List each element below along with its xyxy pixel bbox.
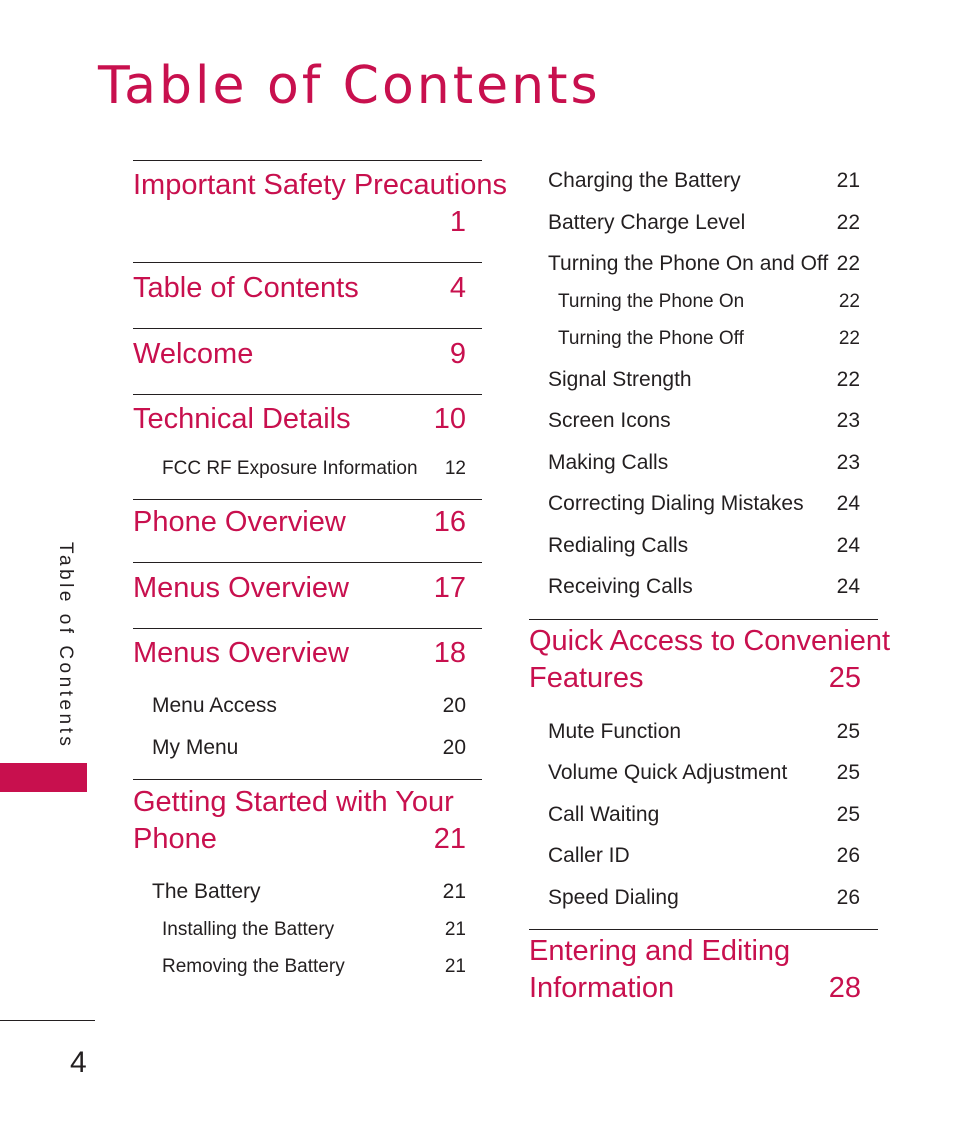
entry-page: 21: [442, 880, 466, 903]
toc-sub-fcc[interactable]: [162, 455, 466, 483]
page-number: 4: [70, 1046, 87, 1079]
entry-label: Information: [529, 972, 675, 1004]
entry-page: 9: [449, 338, 466, 370]
entry-label: Welcome: [133, 338, 254, 370]
entry-label: Menus Overview: [133, 572, 349, 604]
entry-label: Removing the Battery: [162, 956, 345, 977]
toc-entry-menus-overview-17[interactable]: [133, 570, 466, 607]
toc-sub-making-calls[interactable]: [548, 449, 860, 477]
entry-label: Making Calls: [548, 451, 669, 474]
entry-page: 1: [449, 206, 466, 238]
toc-sub-charge-level[interactable]: [548, 209, 860, 237]
toc-sub-screen-icons[interactable]: [548, 407, 860, 435]
toc-entry-quick-access-line2[interactable]: [529, 660, 861, 697]
toc-sub-on-off[interactable]: [548, 250, 860, 278]
entry-page: 25: [836, 720, 860, 743]
entry-page: 28: [828, 972, 861, 1004]
section-tab-marker: [0, 763, 87, 792]
toc-entry-welcome[interactable]: [133, 336, 466, 373]
entry-label: Important Safety Precautions: [133, 169, 507, 201]
toc-entry-safety[interactable]: [133, 167, 507, 204]
entry-page: 21: [836, 169, 860, 192]
toc-entry-entering[interactable]: [529, 933, 861, 970]
entry-label: Call Waiting: [548, 803, 660, 826]
divider: [133, 779, 482, 780]
toc-sub-caller-id[interactable]: [548, 842, 860, 870]
entry-label: Quick Access to Convenient: [529, 625, 891, 657]
toc-sub-my-menu[interactable]: [152, 734, 466, 762]
divider: [133, 394, 482, 395]
divider: [133, 262, 482, 263]
entry-label: FCC RF Exposure Information: [162, 458, 418, 479]
toc-sub-removing-battery[interactable]: [162, 953, 466, 981]
toc-sub-charging-battery[interactable]: [548, 167, 860, 195]
entry-page: 25: [828, 662, 861, 694]
divider: [133, 160, 482, 161]
entry-page: 22: [836, 211, 860, 234]
entry-page: 25: [836, 761, 860, 784]
entry-label: Caller ID: [548, 844, 630, 867]
entry-label: Technical Details: [133, 403, 351, 435]
entry-label: Turning the Phone On: [558, 291, 745, 312]
entry-page: 22: [838, 291, 860, 312]
entry-label: Entering and Editing: [529, 935, 791, 967]
entry-label: Receiving Calls: [548, 575, 693, 598]
toc-sub-turn-off[interactable]: [558, 325, 860, 353]
entry-page: 16: [433, 506, 466, 538]
divider: [529, 619, 878, 620]
entry-label: Turning the Phone On and Off: [548, 252, 829, 275]
entry-page: 21: [444, 919, 466, 940]
divider: [133, 628, 482, 629]
toc-entry-entering-line2[interactable]: [529, 970, 861, 1007]
toc-sub-receiving[interactable]: [548, 573, 860, 601]
entry-label: Menu Access: [152, 694, 277, 717]
toc-sub-installing-battery[interactable]: [162, 916, 466, 944]
toc-sub-turn-on[interactable]: [558, 288, 860, 316]
entry-label: Battery Charge Level: [548, 211, 746, 234]
toc-entry-quick-access[interactable]: [529, 623, 891, 660]
toc-sub-redialing[interactable]: [548, 532, 860, 560]
entry-page: 26: [836, 844, 860, 867]
toc-entry-table-of-contents[interactable]: [133, 270, 466, 307]
entry-label: Table of Contents: [133, 272, 359, 304]
entry-page: 21: [444, 956, 466, 977]
footer-rule: [0, 1020, 95, 1021]
entry-label: My Menu: [152, 736, 239, 759]
entry-label: Signal Strength: [548, 368, 692, 391]
divider: [529, 929, 878, 930]
toc-sub-call-waiting[interactable]: [548, 801, 860, 829]
entry-label: Speed Dialing: [548, 886, 679, 909]
divider: [133, 499, 482, 500]
toc-sub-correcting[interactable]: [548, 490, 860, 518]
entry-page: 24: [836, 534, 860, 557]
toc-entry-getting-started-line2[interactable]: [133, 821, 466, 858]
entry-label: Features: [529, 662, 644, 694]
toc-sub-volume[interactable]: [548, 759, 860, 787]
toc-sub-signal[interactable]: [548, 366, 860, 394]
entry-page: 24: [836, 575, 860, 598]
entry-page: 4: [449, 272, 466, 304]
entry-page: 22: [836, 252, 860, 275]
toc-sub-mute[interactable]: [548, 718, 860, 746]
entry-page: 21: [433, 823, 466, 855]
entry-page: 22: [836, 368, 860, 391]
entry-label: Charging the Battery: [548, 169, 741, 192]
entry-label: Getting Started with Your: [133, 786, 454, 818]
entry-label: Phone Overview: [133, 506, 346, 538]
toc-sub-the-battery[interactable]: [152, 878, 466, 906]
toc-entry-menus-overview-18[interactable]: [133, 635, 466, 672]
entry-page: 17: [433, 572, 466, 604]
entry-label: Correcting Dialing Mistakes: [548, 492, 804, 515]
entry-label: Screen Icons: [548, 409, 671, 432]
toc-sub-menu-access[interactable]: [152, 692, 466, 720]
side-section-label: Table of Contents: [55, 542, 76, 750]
entry-label: Volume Quick Adjustment: [548, 761, 788, 784]
entry-label: Phone: [133, 823, 217, 855]
page-title: Table of Contents: [98, 56, 601, 116]
entry-label: Menus Overview: [133, 637, 349, 669]
toc-sub-speed-dialing[interactable]: [548, 884, 860, 912]
entry-page: 26: [836, 886, 860, 909]
divider: [133, 562, 482, 563]
entry-page: 20: [442, 736, 466, 759]
toc-entry-technical-details[interactable]: [133, 401, 466, 438]
entry-page: 23: [836, 409, 860, 432]
entry-page: 18: [433, 637, 466, 669]
entry-page: 10: [433, 403, 466, 435]
entry-page: 20: [442, 694, 466, 717]
entry-page: 24: [836, 492, 860, 515]
entry-page: 23: [836, 451, 860, 474]
entry-page: 12: [444, 458, 466, 479]
divider: [133, 328, 482, 329]
entry-page: 22: [838, 328, 860, 349]
toc-entry-getting-started[interactable]: [133, 784, 466, 821]
entry-label: Installing the Battery: [162, 919, 335, 940]
entry-label: Turning the Phone Off: [558, 328, 744, 349]
entry-label: The Battery: [152, 880, 261, 903]
toc-entry-phone-overview[interactable]: [133, 504, 466, 541]
entry-label: Mute Function: [548, 720, 682, 743]
entry-label: Redialing Calls: [548, 534, 689, 557]
entry-page: 25: [836, 803, 860, 826]
